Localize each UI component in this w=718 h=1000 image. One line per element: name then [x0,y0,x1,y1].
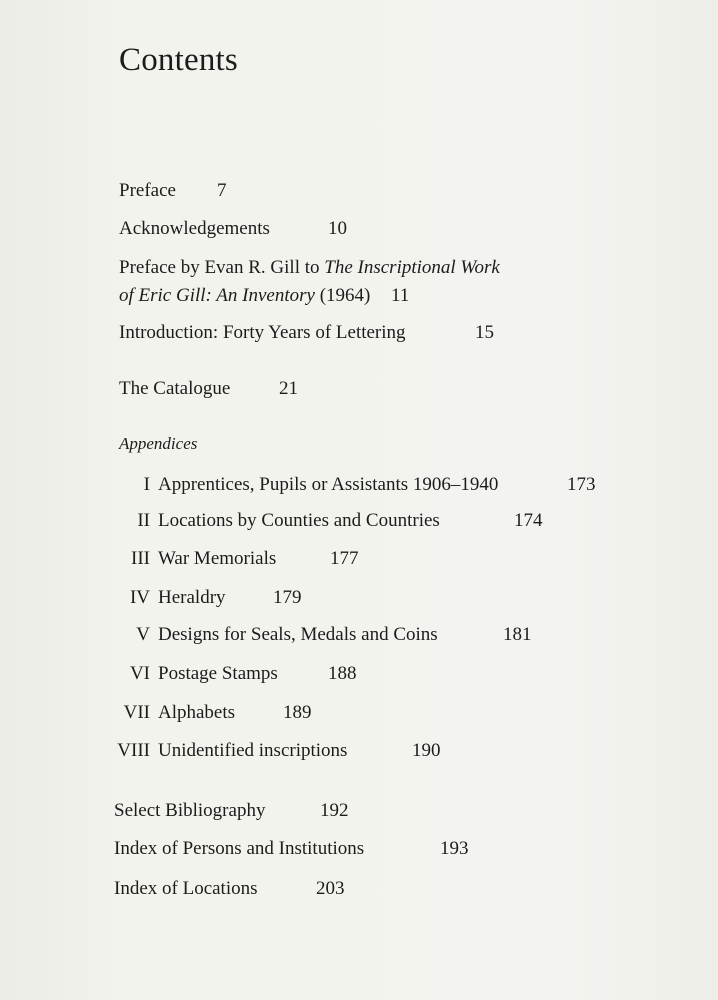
toc-entry-label: The Catalogue [119,378,231,399]
toc-entry-page: 192 [320,800,349,821]
toc-entry-label: Select Bibliography [114,800,266,821]
appendix-numeral: V [136,624,150,645]
appendix-label: War Memorials [158,548,277,569]
toc-entry-acknowledgements [119,218,347,240]
toc-entry-preface [119,180,227,202]
toc-entry-page: 193 [440,838,469,859]
toc-entry-label-part: (1964) [314,285,371,306]
toc-entry-label: Index of Persons and Institutions [114,838,365,859]
appendix-numeral: IV [129,587,150,608]
appendices-heading: Appendices [119,434,198,453]
toc-entry-page: 11 [391,285,410,306]
appendix-page: 174 [514,510,543,531]
toc-entry-page: 21 [279,378,298,399]
appendix-entry [0,740,718,764]
toc-entry-introduction [119,322,494,344]
toc-entry-page: 10 [328,218,347,239]
page-title: Contents [119,42,238,78]
toc-entry-index-persons [114,838,469,860]
appendix-page: 179 [273,587,302,608]
appendix-label: Designs for Seals, Medals and Coins [158,624,438,645]
toc-entry-label: Introduction: Forty Years of Lettering [119,322,406,343]
appendix-page: 177 [330,548,359,569]
toc-entry-bibliography [114,800,349,822]
appendix-page: 190 [412,740,441,761]
appendix-entry [0,474,718,498]
appendix-entry [0,587,718,611]
toc-entry-preface-by-gill [119,257,500,279]
appendix-numeral: III [131,548,150,569]
appendix-label: Postage Stamps [158,663,278,684]
toc-entry-page: 7 [217,180,227,201]
toc-entry-label-italic: of Eric Gill: An Inventory [119,285,315,306]
appendix-page: 189 [283,702,312,723]
appendix-page: 188 [328,663,357,684]
appendix-numeral: VIII [117,740,150,761]
toc-entry-label-italic: The Inscriptional Work [324,257,500,278]
toc-entry-label: Acknowledgements [119,218,270,239]
appendix-numeral: I [143,474,150,495]
appendix-label: Locations by Counties and Countries [158,510,440,531]
appendix-label: Unidentified inscriptions [158,740,348,761]
appendix-numeral: II [137,510,150,531]
appendix-numeral: VI [129,663,150,684]
appendix-page: 181 [503,624,532,645]
toc-entry-label: Index of Locations [114,878,258,899]
toc-entry-label-part: Preface by Evan R. Gill to [119,257,325,278]
appendix-entry [0,548,718,572]
appendix-entry [0,702,718,726]
appendix-numeral: VII [123,702,150,723]
appendix-page: 173 [567,474,596,495]
appendix-entry [0,663,718,687]
appendix-entry [0,624,718,648]
toc-entry-catalogue [119,378,298,400]
appendix-label: Alphabets [158,702,236,723]
appendix-entry [0,510,718,534]
toc-entry-preface-by-gill-line2 [119,285,410,307]
toc-entry-label: Preface [119,180,176,201]
appendix-label: Apprentices, Pupils or Assistants 1906–1940 [158,474,499,495]
toc-entry-page: 203 [316,878,345,899]
toc-entry-index-locations [114,878,345,900]
appendix-label: Heraldry [158,587,226,608]
toc-entry-page: 15 [475,322,494,343]
